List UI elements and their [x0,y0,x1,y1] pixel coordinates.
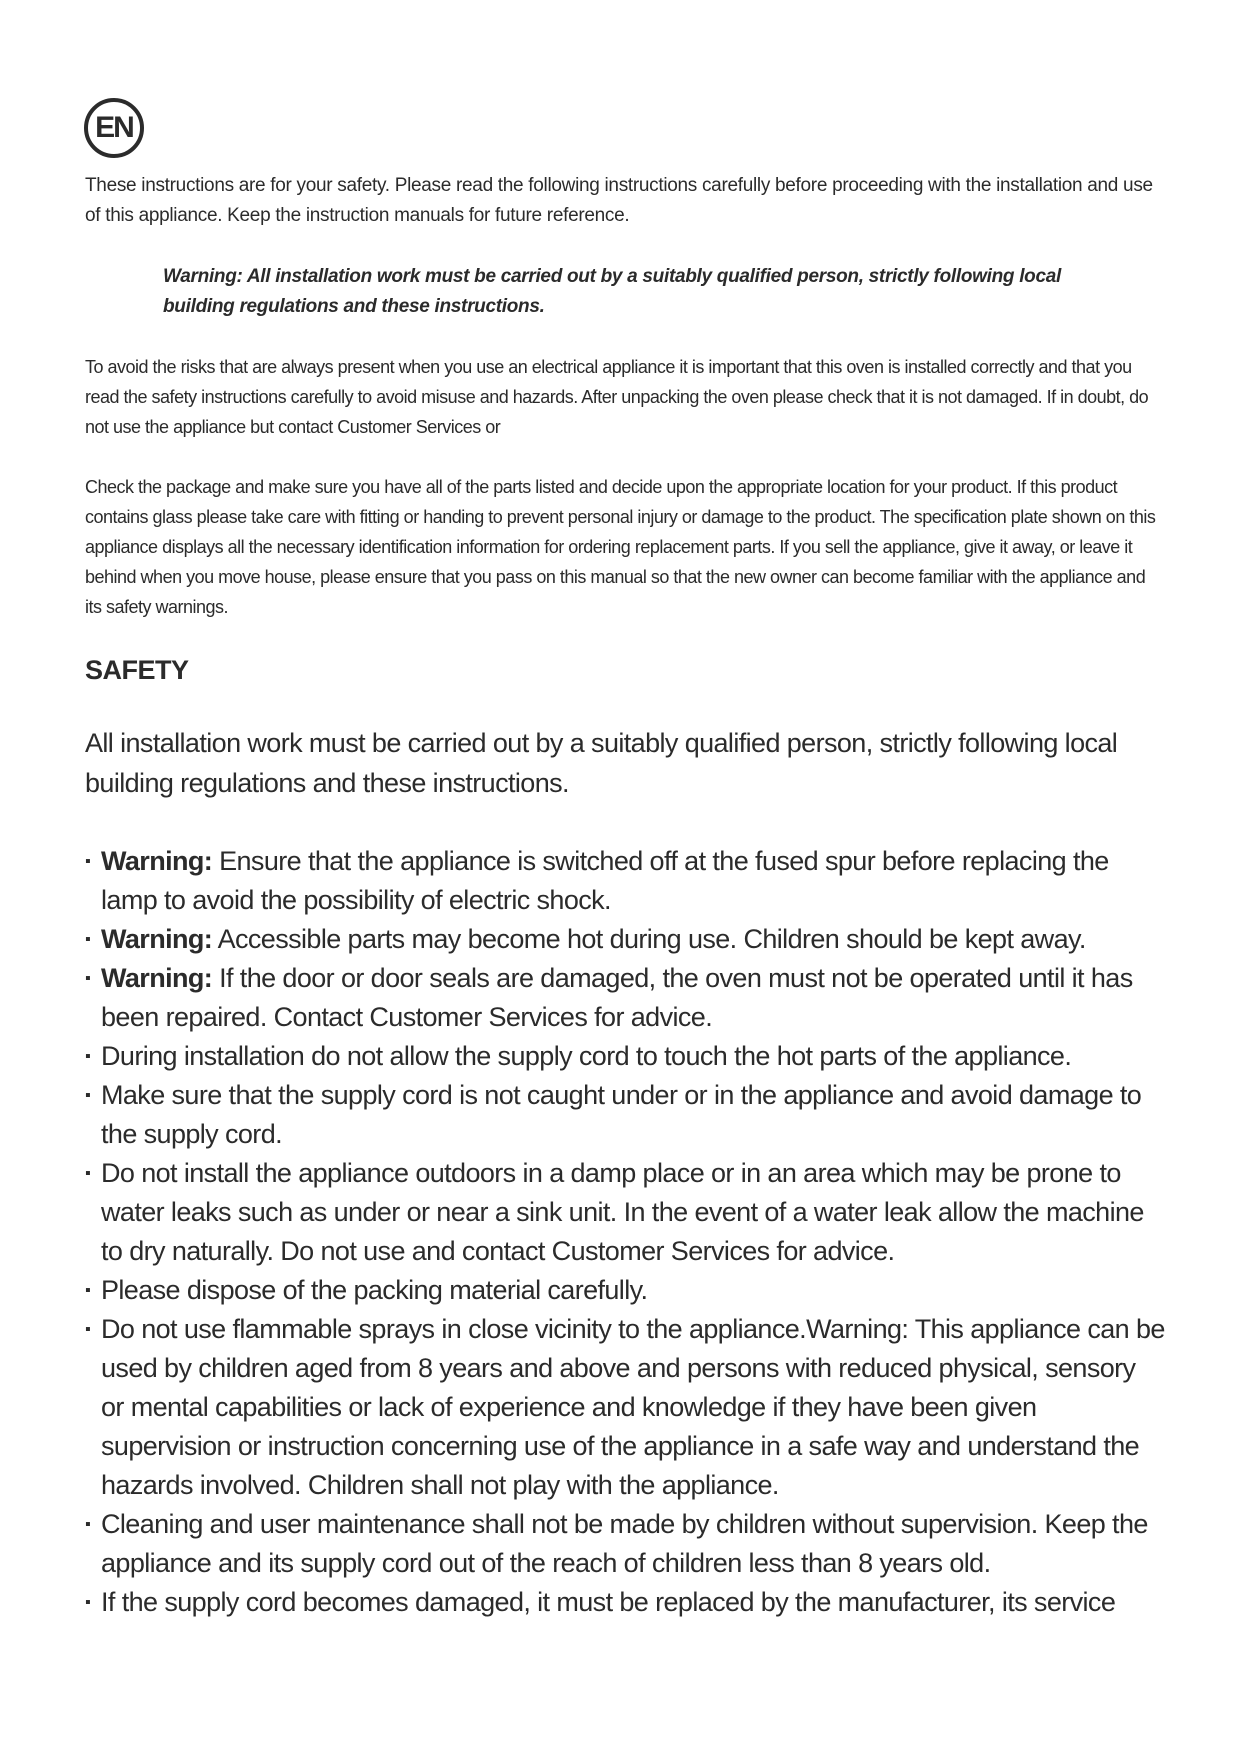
list-item [85,1076,1165,1154]
item-text: Make sure that the supply cord is not caught under or in the appliance and avoid damage to the supply cord. [101,1080,1142,1149]
installation-warning: Warning: All installation work must be carried out by a suitably qualified person, strictly following local building regulations and these instructions. [163,266,1061,317]
safety-list [85,842,1165,1622]
list-item [85,1583,1165,1622]
list-item [85,1037,1165,1076]
safety-heading: SAFETY [85,655,189,685]
warning-label: Warning: [101,963,213,993]
warning-label: Warning: [101,924,213,954]
item-text: Ensure that the appliance is switched off at the fused spur before replacing the lamp to avoid the possibility of electric shock. [101,846,1109,915]
safety-lead: All installation work must be carried out by a suitably qualified person, strictly following local building regulations and these instructions. [85,728,1118,798]
list-item [85,842,1165,920]
item-text: During installation do not allow the supply cord to touch the hot parts of the appliance. [101,1041,1072,1071]
item-text: If the supply cord becomes damaged, it must be replaced by the manufacturer, its service [101,1587,1116,1617]
list-item [85,1310,1165,1505]
item-text: Do not install the appliance outdoors in a damp place or in an area which may be prone to water leaks such as under or near a sink unit. In the event of a water leak allow the machine to dry naturally. Do not use and contact Customer Services for advice. [101,1158,1144,1266]
list-item [85,959,1165,1037]
language-badge: EN [84,98,144,158]
item-text: Do not use flammable sprays in close vicinity to the appliance.Warning: This appliance can be used by children aged from 8 years and above and persons with reduced physical, sensory or mental capabilities or lack of experience and knowledge if they have been given supervision or instruction concerning use of the appliance in a safe way and understand the hazards involved. Children shall not play with the appliance. [101,1314,1165,1500]
item-text: If the door or door seals are damaged, the oven must not be operated until it has been repaired. Contact Customer Services for advice. [101,963,1133,1032]
item-text: Accessible parts may become hot during use. Children should be kept away. [212,924,1086,954]
list-item [85,1505,1165,1583]
intro-paragraph-2: To avoid the risks that are always present when you use an electrical appliance it is important that this oven is installed correctly and that you read the safety instructions carefully to avoid misuse and hazards. After unpacking the oven please check that it is not damaged. If in doubt, do not use the appliance but contact Customer Services or [85,357,1149,437]
list-item [85,1271,1165,1310]
warning-label: Warning: [101,846,213,876]
item-text: Please dispose of the packing material carefully. [101,1275,648,1305]
list-item [85,920,1165,959]
intro-paragraph-3: Check the package and make sure you have all of the parts listed and decide upon the appropriate location for your product. If this product contains glass please take care with fitting or handing to prevent personal injury or damage to the product. The specification plate shown on this appliance displays all the necessary identification information for ordering replacement parts. If you sell the appliance, give it away, or leave it behind when you move house, please ensure that you pass on this manual so that the new owner can become familiar with the appliance and its safety warnings. [85,477,1156,617]
list-item [85,1154,1165,1271]
intro-paragraph-1: These instructions are for your safety. Please read the following instructions carefully before proceeding with the installation and use of this appliance. Keep the instruction manuals for future reference. [85,175,1153,226]
item-text: Cleaning and user maintenance shall not be made by children without supervision. Keep the appliance and its supply cord out of the reach of children less than 8 years old. [101,1509,1148,1578]
